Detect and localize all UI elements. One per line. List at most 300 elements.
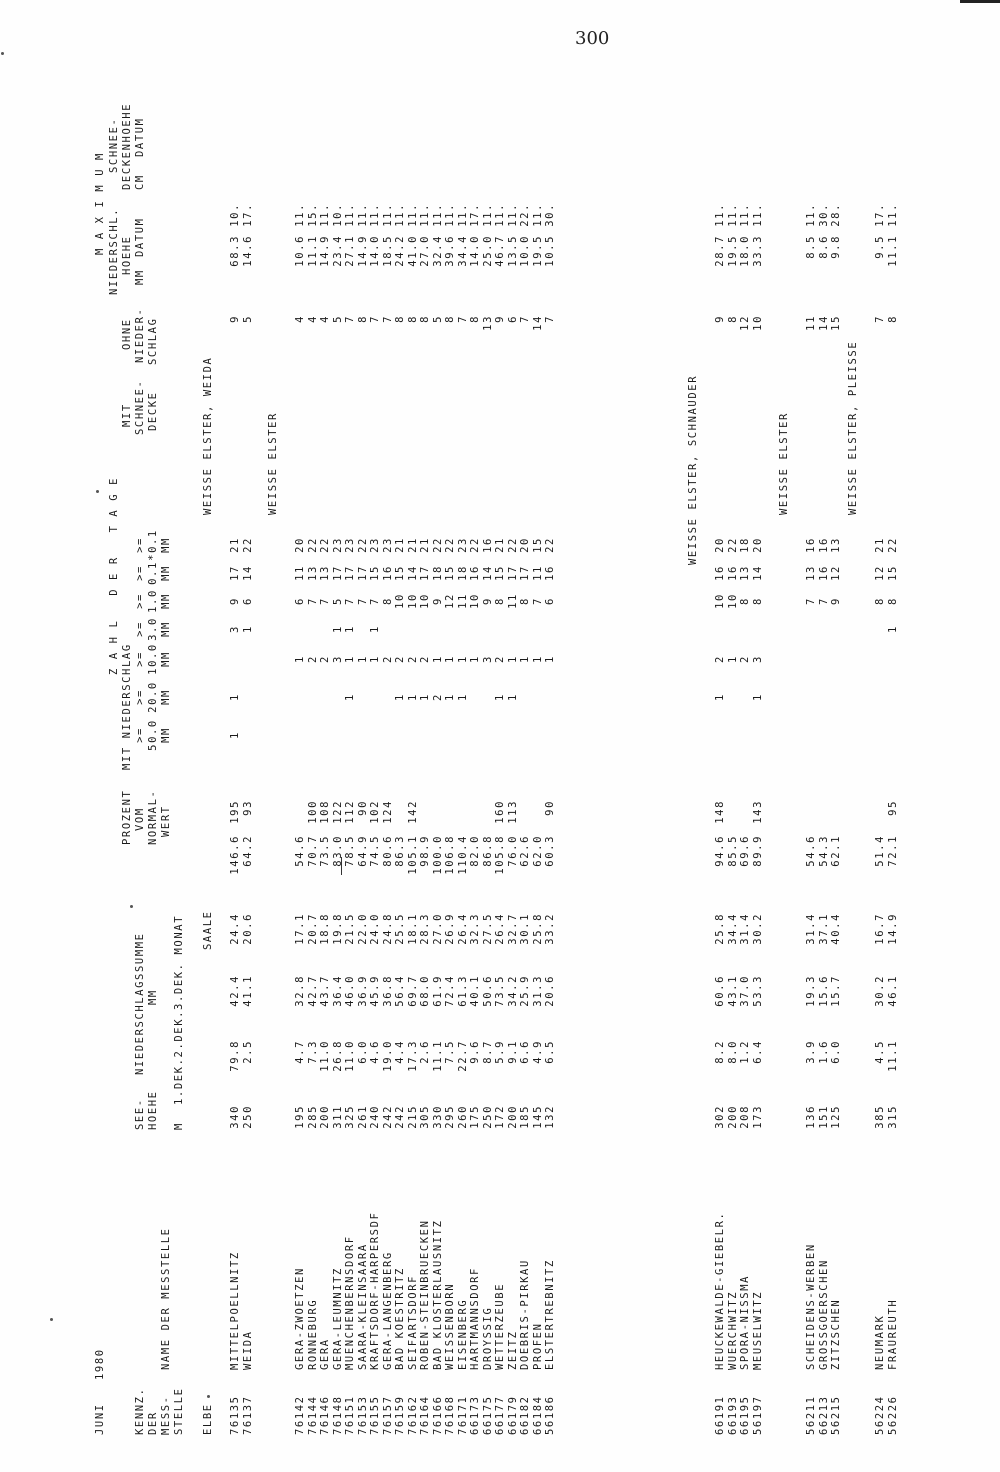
days-ge-20: 1: [456, 693, 469, 701]
station-name: WEISSENBORN: [444, 1282, 456, 1370]
days-ge-1: 7: [319, 597, 331, 605]
days-ge-trace: 22: [356, 537, 369, 553]
precip-dek3: 24.8: [381, 913, 394, 945]
precip-month: 89.9: [751, 835, 764, 867]
precip-dek2: 19.3: [805, 975, 817, 1007]
precip-month: 94.6: [714, 835, 726, 867]
max-precip-date: 11.: [506, 203, 519, 227]
percent-normal: 95: [886, 800, 899, 816]
percent-normal: 90: [356, 800, 369, 816]
days-ge-trace: 15: [531, 537, 544, 553]
max-precip-date: 11.: [531, 203, 544, 227]
days-without-precip: 5: [331, 315, 344, 323]
col-mit-decke-2: SCHNEE-: [134, 379, 146, 435]
days-ge-10: 1: [456, 655, 469, 663]
precip-month: 62.6: [519, 835, 531, 867]
max-precip: 13.5: [506, 235, 519, 267]
station-id: 76159: [394, 1395, 406, 1435]
station-id: 76146: [319, 1395, 331, 1435]
precip-dek3: 26.4: [456, 913, 469, 945]
col-max-datum-1: DATUM: [134, 217, 146, 257]
station-height: 250: [481, 1105, 494, 1129]
days-ge-trace: 23: [344, 537, 356, 553]
station-height: 295: [444, 1105, 456, 1129]
station-height: 200: [319, 1105, 331, 1129]
col-max-hoehe: HOEHE: [121, 235, 133, 275]
station-height: 200: [506, 1105, 519, 1129]
days-ge-trace: 23: [456, 537, 469, 553]
days-ge-20: 2: [431, 693, 444, 701]
threshold-operator: >=: [134, 727, 146, 743]
col-max-schnee: SCHNEE-: [108, 117, 120, 173]
precip-month: 110.4: [456, 835, 469, 875]
days-ge-10: 1: [519, 655, 531, 663]
station-height: 325: [344, 1105, 356, 1129]
days-ge-0.1: 15: [494, 565, 506, 581]
days-ge-trace: 21: [494, 537, 506, 553]
days-ge-10: 1: [369, 655, 381, 663]
station-name: ROBEN-STEINBRUECKEN: [419, 1219, 431, 1370]
days-ge-1: 10: [406, 593, 419, 609]
max-precip: 14.0: [469, 235, 481, 267]
max-precip-date: 11.: [294, 203, 306, 227]
station-name: FRAUREUTH: [886, 1298, 899, 1370]
max-precip-date: 11.: [481, 203, 494, 227]
threshold-value: 50.0: [147, 719, 159, 751]
threshold-operator: >=: [134, 651, 146, 667]
precip-dek1: 22.7: [456, 1040, 469, 1072]
days-ge-3: 1: [241, 625, 254, 633]
precip-dek3: 40.4: [830, 913, 842, 945]
col-max-deckenhoehe: DECKENHOEHE: [121, 102, 133, 190]
precip-month: 51.4: [874, 835, 886, 867]
days-ge-10: 2: [714, 655, 726, 663]
days-ge-3: 1: [344, 625, 356, 633]
days-ge-trace: 20: [714, 537, 726, 553]
percent-normal: 100: [306, 800, 319, 824]
precip-dek3: 26.9: [444, 913, 456, 945]
days-without-precip: 8: [469, 315, 481, 323]
station-id: 56226: [886, 1395, 899, 1435]
station-id: 76166: [431, 1395, 444, 1435]
river-label-left: ELBE: [202, 1403, 214, 1435]
days-ge-1: 7: [805, 597, 817, 605]
precip-dek2: 60.6: [714, 975, 726, 1007]
days-ge-trace: 20: [294, 537, 306, 553]
days-ge-0.1: 14: [406, 565, 419, 581]
precip-dek1: 4.4: [394, 1040, 406, 1064]
precip-month: 62.1: [830, 835, 842, 867]
col-maximum: M A X I M U M: [94, 152, 106, 255]
threshold-unit: MM: [160, 621, 172, 637]
days-ge-1: 7: [306, 597, 319, 605]
precip-dek1: 6.0: [356, 1040, 369, 1064]
station-name: DOEBRIS-PIRKAU: [519, 1259, 531, 1370]
station-name: MEUSELWITZ: [751, 1290, 764, 1370]
precip-month: 62.0: [531, 835, 544, 867]
precip-dek2: 15.6: [817, 975, 830, 1007]
precip-dek1: 19.0: [381, 1040, 394, 1072]
precip-dek1: 2.6: [419, 1040, 431, 1064]
days-ge-1: 7: [356, 597, 369, 605]
col-max-datum-2: DATUM: [134, 117, 146, 157]
days-ge-1: 10: [726, 593, 739, 609]
station-name: WUERCHWITZ: [726, 1290, 739, 1370]
threshold-operator: >=: [134, 621, 146, 637]
days-ge-20: 1: [419, 693, 431, 701]
precip-dek1: 26.8: [331, 1040, 344, 1072]
days-ge-trace: 22: [306, 537, 319, 553]
days-ge-1: 6: [544, 597, 556, 605]
max-precip: 14.9: [319, 235, 331, 267]
precip-dek3: 31.4: [739, 913, 751, 945]
days-ge-1: 9: [431, 597, 444, 605]
scan-speck: [130, 905, 133, 908]
max-precip-date: 30.: [817, 203, 830, 227]
days-without-precip: 5: [241, 315, 254, 323]
max-precip-date: 11.: [394, 203, 406, 227]
station-id: 56215: [830, 1395, 842, 1435]
days-ge-trace: 23: [369, 537, 381, 553]
days-ge-0.1: 17: [331, 565, 344, 581]
station-height: 145: [531, 1105, 544, 1129]
days-ge-0.1: 16: [714, 565, 726, 581]
days-ge-1: 6: [294, 597, 306, 605]
station-name: SEIFARTSDORF: [406, 1274, 419, 1370]
max-precip-date: 15.: [306, 203, 319, 227]
days-ge-3: 1: [331, 625, 344, 633]
threshold-operator: >=: [134, 593, 146, 609]
precip-dek3: 25.5: [394, 913, 406, 945]
threshold-operator: >=: [134, 689, 146, 705]
days-without-precip: 11: [805, 315, 817, 331]
station-name: GERA-LEUMNITZ: [331, 1267, 344, 1370]
days-ge-50: 1: [229, 731, 241, 739]
station-height: 195: [294, 1105, 306, 1129]
days-ge-0.1: 13: [805, 565, 817, 581]
precip-dek2: 69.7: [406, 975, 419, 1007]
days-ge-trace: 16: [817, 537, 830, 553]
precip-month: 105.1: [406, 835, 419, 875]
max-precip-date: 11.: [805, 203, 817, 227]
precip-dek2: 46.1: [886, 975, 899, 1007]
station-height: 175: [469, 1105, 481, 1129]
station-height: 240: [369, 1105, 381, 1129]
days-without-precip: 9: [494, 315, 506, 323]
station-name: SAARA-KLEINSAARA: [356, 1243, 369, 1370]
precip-month: 72.1: [886, 835, 899, 867]
days-ge-1: 10: [469, 593, 481, 609]
days-ge-10: 1: [356, 655, 369, 663]
station-height: 136: [805, 1105, 817, 1129]
station-id: 76155: [369, 1395, 381, 1435]
precip-month: 106.8: [444, 835, 456, 875]
max-precip: 33.3: [751, 235, 764, 267]
col-max-unit-mm: MM: [134, 269, 146, 285]
station-name: DROYSSIG: [481, 1306, 494, 1370]
col-mit-decke-1: MIT: [121, 403, 133, 427]
days-ge-10: 2: [494, 655, 506, 663]
station-name: GERA-ZWOETZEN: [294, 1267, 306, 1370]
days-ge-10: 1: [469, 655, 481, 663]
threshold-unit: MM: [160, 565, 172, 581]
days-ge-trace: 20: [519, 537, 531, 553]
percent-normal: 112: [344, 800, 356, 824]
max-precip: 28.7: [714, 235, 726, 267]
days-ge-10: 1: [531, 655, 544, 663]
precip-dek2: 41.1: [241, 975, 254, 1007]
max-precip-date: 11.: [356, 203, 369, 227]
col-max-niederschl: NIEDERSCHL.: [108, 207, 120, 295]
precip-dek3: 27.0: [431, 913, 444, 945]
station-name: HARTMANNSDORF: [469, 1267, 481, 1370]
days-ge-0.1: 12: [874, 565, 886, 581]
days-ge-trace: 22: [506, 537, 519, 553]
precip-dek1: 5.9: [494, 1040, 506, 1064]
col-mit-decke-3: DECKE: [147, 391, 159, 431]
max-precip: 8.5: [805, 235, 817, 259]
days-ge-1: 8: [381, 597, 394, 605]
days-ge-10: 2: [739, 655, 751, 663]
days-without-precip: 13: [481, 315, 494, 331]
col-max-unit-cm: CM: [134, 174, 146, 190]
max-precip-date: 11.: [444, 203, 456, 227]
threshold-unit: MM: [160, 727, 172, 743]
precip-dek2: 46.0: [344, 975, 356, 1007]
days-ge-0.1: 11: [531, 565, 544, 581]
precip-month: 100.0: [431, 835, 444, 875]
precip-dek3: 17.1: [294, 913, 306, 945]
precip-dek2: 20.6: [544, 975, 556, 1007]
max-precip: 18.5: [381, 235, 394, 267]
max-precip-date: 11.: [406, 203, 419, 227]
station-height: 330: [431, 1105, 444, 1129]
days-ge-0.1: 14: [481, 565, 494, 581]
precip-dek2: 31.3: [531, 975, 544, 1007]
days-ge-0.1: 18: [431, 565, 444, 581]
precip-dek1: 79.8: [229, 1040, 241, 1072]
precip-dek1: 9.1: [506, 1040, 519, 1064]
station-name: WEIDA: [241, 1330, 254, 1370]
max-precip: 25.0: [481, 235, 494, 267]
days-without-precip: 8: [356, 315, 369, 323]
precip-dek3: 27.5: [481, 913, 494, 945]
max-precip: 24.2: [394, 235, 406, 267]
days-ge-1: 8: [874, 597, 886, 605]
col-kennz-4: STELLE: [173, 1387, 185, 1435]
days-without-precip: 14: [817, 315, 830, 331]
precip-month: 69.6: [739, 835, 751, 867]
precip-dek2: 72.4: [444, 975, 456, 1007]
station-height: 305: [419, 1105, 431, 1129]
station-name: HEUCKEWALDE-GIEBELR.: [714, 1211, 726, 1370]
river-label-right: WEISSE ELSTER: [778, 412, 790, 515]
precip-dek3: 20.6: [241, 913, 254, 945]
scan-edge-mark: [960, 0, 1000, 3]
rotated-precipitation-table: [95, 55, 925, 1435]
station-height: 125: [830, 1105, 842, 1129]
station-height: 242: [381, 1105, 394, 1129]
days-without-precip: 7: [381, 315, 394, 323]
days-ge-20: 1: [494, 693, 506, 701]
station-id: 56186: [544, 1395, 556, 1435]
days-ge-1: 11: [456, 593, 469, 609]
precip-dek1: 11.0: [319, 1040, 331, 1072]
max-precip: 9.5: [874, 235, 886, 259]
precip-month: 80.6: [381, 835, 394, 867]
station-name: ZEITZ: [506, 1330, 519, 1370]
max-precip-date: 17.: [469, 203, 481, 227]
days-ge-10: 1: [506, 655, 519, 663]
precip-dek2: 36.9: [356, 975, 369, 1007]
precip-dek3: 21.5: [344, 913, 356, 945]
max-precip-date: 11.: [456, 203, 469, 227]
precip-dek1: 6.5: [544, 1040, 556, 1064]
precip-dek3: 30.1: [519, 913, 531, 945]
days-ge-0.1: 16: [381, 565, 394, 581]
days-ge-1: 8: [519, 597, 531, 605]
days-ge-0.1: 17: [229, 565, 241, 581]
station-name: GERA-LANGENBERG: [381, 1251, 394, 1370]
scan-speck: [96, 490, 99, 493]
percent-normal: 93: [241, 800, 254, 816]
precip-dek1: 11.1: [886, 1040, 899, 1072]
max-precip: 19.5: [531, 235, 544, 267]
river-label-right: WEISSE ELSTER: [267, 412, 279, 515]
threshold-unit: MM: [160, 537, 172, 553]
days-ge-20: 1: [444, 693, 456, 701]
max-precip-date: 11.: [419, 203, 431, 227]
river-label-right: WEISSE ELSTER, PLEISSE: [847, 340, 859, 515]
station-height: 132: [544, 1105, 556, 1129]
days-without-precip: 4: [306, 315, 319, 323]
days-ge-0.1: 16: [544, 565, 556, 581]
days-ge-trace: 16: [481, 537, 494, 553]
percent-normal: 102: [369, 800, 381, 824]
col-seehoehe-1: SEE-: [134, 1098, 146, 1130]
station-id: 66179: [506, 1395, 519, 1435]
max-precip: 14.0: [369, 235, 381, 267]
days-ge-trace: 22: [544, 537, 556, 553]
station-height: 185: [519, 1105, 531, 1129]
station-height: 172: [494, 1105, 506, 1129]
days-ge-10: 2: [406, 655, 419, 663]
precip-dek3: 16.7: [874, 913, 886, 945]
station-name: KRAFTSDORF-HARPERSDF: [369, 1211, 381, 1370]
station-id: 56211: [805, 1395, 817, 1435]
threshold-unit: MM: [160, 689, 172, 705]
days-ge-trace: 18: [739, 537, 751, 553]
days-without-precip: 4: [319, 315, 331, 323]
max-precip-date: 28.: [830, 203, 842, 227]
max-precip: 10.5: [544, 235, 556, 267]
station-name: ZITZSCHEN: [830, 1298, 842, 1370]
days-ge-0.1: 17: [344, 565, 356, 581]
river-label-right: WEISSE ELSTER, SCHNAUDER: [687, 374, 699, 565]
percent-normal: 124: [381, 800, 394, 824]
station-id: 76153: [356, 1395, 369, 1435]
station-height: 315: [886, 1105, 899, 1129]
station-height: 242: [394, 1105, 406, 1129]
precip-month: 105.8: [494, 835, 506, 875]
days-ge-trace: 23: [331, 537, 344, 553]
days-ge-1: 12: [444, 593, 456, 609]
max-precip-date: 11.: [381, 203, 394, 227]
station-id: 66173: [469, 1395, 481, 1435]
precip-dek2: 61.3: [456, 975, 469, 1007]
days-ge-1: 9: [830, 597, 842, 605]
threshold-value: 20.0: [147, 681, 159, 713]
threshold-unit: MM: [160, 651, 172, 667]
max-precip-date: 11.: [344, 203, 356, 227]
days-ge-trace: 21: [419, 537, 431, 553]
days-ge-10: 3: [481, 655, 494, 663]
precip-dek3: 25.8: [531, 913, 544, 945]
precip-month: 98.9: [419, 835, 431, 867]
days-ge-0.1: 11: [294, 565, 306, 581]
days-ge-20: 1: [394, 693, 406, 701]
days-without-precip: 10: [751, 315, 764, 331]
station-height: 302: [714, 1105, 726, 1129]
precip-dek3: 18.1: [406, 913, 419, 945]
max-precip: 14.9: [356, 235, 369, 267]
days-ge-0.1: 17: [519, 565, 531, 581]
max-precip-date: 11.: [714, 203, 726, 227]
days-ge-1: 9: [229, 597, 241, 605]
precip-dek2: 61.9: [431, 975, 444, 1007]
river-label-right: WEISSE ELSTER, WEIDA: [202, 356, 214, 515]
station-id: 66191: [714, 1395, 726, 1435]
days-ge-10: 1: [544, 655, 556, 663]
precip-dek2: 45.9: [369, 975, 381, 1007]
scan-speck: [1, 52, 4, 55]
precip-dek1: 11.0: [344, 1040, 356, 1072]
precip-month: 76.0: [506, 835, 519, 867]
days-ge-1: 8: [886, 597, 899, 605]
days-ge-0.1: 13: [319, 565, 331, 581]
days-without-precip: 8: [886, 315, 899, 323]
percent-normal: 195: [229, 800, 241, 824]
days-ge-10: 3: [751, 655, 764, 663]
station-height: 261: [356, 1105, 369, 1129]
col-kennz-3: MESS-: [160, 1395, 172, 1435]
days-ge-3: 1: [886, 625, 899, 633]
threshold-operator: >=: [134, 565, 146, 581]
precip-dek2: 36.8: [381, 975, 394, 1007]
days-ge-10: 2: [319, 655, 331, 663]
max-precip-date: 11.: [494, 203, 506, 227]
station-height: 285: [306, 1105, 319, 1129]
station-name: PROFEN: [531, 1322, 544, 1370]
days-ge-trace: 21: [406, 537, 419, 553]
station-id: 76162: [406, 1395, 419, 1435]
days-ge-1: 6: [241, 597, 254, 605]
days-without-precip: 7: [519, 315, 531, 323]
station-id: 66175: [481, 1395, 494, 1435]
days-ge-0.1: 12: [830, 565, 842, 581]
col-zahl-der-tage: Z A H L D E R T A G E: [108, 476, 120, 675]
max-precip: 8.6: [817, 235, 830, 259]
max-precip-date: 11.: [726, 203, 739, 227]
max-precip: 32.4: [431, 235, 444, 267]
col-ohne-3: SCHLAG: [147, 317, 159, 365]
col-ohne-1: OHNE: [121, 318, 133, 350]
days-ge-1: 7: [344, 597, 356, 605]
days-ge-20: 1: [344, 693, 356, 701]
precip-dek3: 37.1: [817, 913, 830, 945]
max-precip: 9.8: [830, 235, 842, 259]
days-ge-1: 7: [531, 597, 544, 605]
